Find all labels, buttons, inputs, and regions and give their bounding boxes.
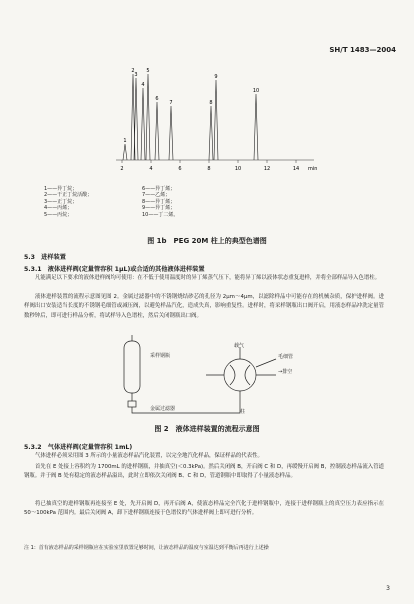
x-tick-label: 10 [234,166,242,172]
x-axis-unit: min [308,166,318,172]
metal-filter-label: 金属过滤器 [150,406,176,412]
legend-item: 4——丙烯； [44,205,73,212]
legend-item: 7——乙烯； [142,192,171,199]
figure-1b-caption: 图 1b PEG 20M 柱上的典型色谱图 [147,237,267,245]
paragraph-procedure-step-2: 将已抽真空的进样钢瓶再连接至 E 处，先开启阀 D，再开启阀 A，使液态样品完全汽化于进样钢瓶中，连接于进样钢瓶上的真空压力表应指示在 50～100kPa 范围内。最后关闭阀 A，卸下进样钢瓶连接于色谱仪的气体进样阀上即可进行分析。 [24,501,384,517]
x-tick-label: 2 [120,166,124,172]
peak-label: 1 [123,138,127,144]
section-5-3-heading: 5.3 进样装置 [24,254,66,261]
peak-label: 4 [141,82,145,88]
peak-label: 3 [134,72,138,78]
legend-item: 3——正丁烷； [44,198,78,205]
peak-label: 7 [169,100,173,106]
x-tick-label: 6 [178,166,182,172]
paragraph-gas-valve-requirement: 气体进样必须采用图 3 所示的小量液态样品汽化装置，以完全地汽化样品，保证样品的代表性。 [35,453,263,459]
peak-label: 6 [155,96,159,102]
standard-code: SH/T 1483—2004 [329,46,396,54]
chromatogram-peak [134,78,138,160]
chromatogram [44,58,334,186]
paragraph-liquid-device-description: 液体进样装置的流程示意图见图 2。金属过滤器中的不锈钢烧结砂芯的孔径为 2μm～4μm，以滤除样品中可能存在的机械杂质，保护进样阀。进样阀出口安装适当长度的不锈钢毛细管或减压阀，以避免样品汽化，造成失真，影响重复性。进样时，将采样钢瓶出口阀开启，用液态样品冲洗定量管数秒钟后，即可进行样品分析，将试样导入色谱柱，然后关闭钢瓶出口阀。 [24,294,384,319]
sampling-bottle-label: 采样钢瓶 [150,353,171,359]
peak-label: 8 [209,100,213,106]
legend-item: 10——丁二烯。 [142,211,179,218]
chromatogram-peak [209,106,213,160]
legend-item: 1——异丁烷； [44,186,78,192]
x-tick-label: 14 [292,166,300,172]
carrier-gas-label: 载气 [234,343,245,349]
chromatogram-peak [146,74,150,160]
section-5-3-1-heading: 5.3.1 液体进样阀(定量管容积 1μL)或合适的其他液体进样装置 [24,266,205,273]
paragraph-liquid-valve-requirement: 凡能满足以下要求的液体进样阀均可使用：在不低于使用温度时的异丁烯蒸气压下，能将异丁烯以液体状态重复进样，并将全部样品导入色谱柱。 [35,275,381,281]
chromatogram-peak [214,80,218,160]
legend-item: 5——丙烷； [44,211,73,218]
legend-item: 9——异丁烯； [142,205,176,212]
page-number: 3 [386,585,390,592]
column-label: 柱 [240,409,246,415]
legend-item: 2——干正丁烷活酸； [44,192,93,199]
figure-2-caption: 图 2 液体进样装置的流程示意图 [154,425,260,433]
liquid-sampling-flow-diagram [110,333,310,419]
legend-item: 8——异丁烯； [142,198,176,205]
x-tick-label: 12 [263,166,271,172]
chromatogram-peak [254,94,258,160]
chromatogram-peak [169,106,173,160]
chromatogram-peak [155,102,159,160]
x-tick-label: 8 [207,166,211,172]
paragraph-procedure-step-1: 首先在 E 处接上容积约为 1700mL 的进样钢瓶，并抽真空(＜0.3kPa)。然后关闭阀 B，开启阀 C 和 D，再缓慢开启阀 B，控制液态样品流入管道钢瓶。并于阀 B 处有稳定的液态样品溢出，此时立即依次关闭阀 B、C 和 D，管道钢瓶中即取得了小量液态样品。 [24,464,384,480]
capillary-label: 毛细管 [278,354,294,360]
peak-label: 5 [146,68,150,74]
note-1: 注 1：首有液态样品的采样钢瓶应在实验室里放置足够时间，让液态样品的温度与室温达到平衡后再进行上述操 [24,545,269,551]
chromatogram-peak [141,88,145,160]
x-tick-label: 4 [149,166,153,172]
peak-label: 10 [252,88,260,94]
waste-label: →排空 [278,369,293,375]
peak-label: 2 [131,68,135,74]
legend-item: 6——异丁烯； [142,186,176,192]
peak-label: 9 [214,74,218,80]
chromatogram-peak [123,144,127,160]
section-5-3-2-heading: 5.3.2 气体进样阀(定量管容积 1mL) [24,444,133,451]
